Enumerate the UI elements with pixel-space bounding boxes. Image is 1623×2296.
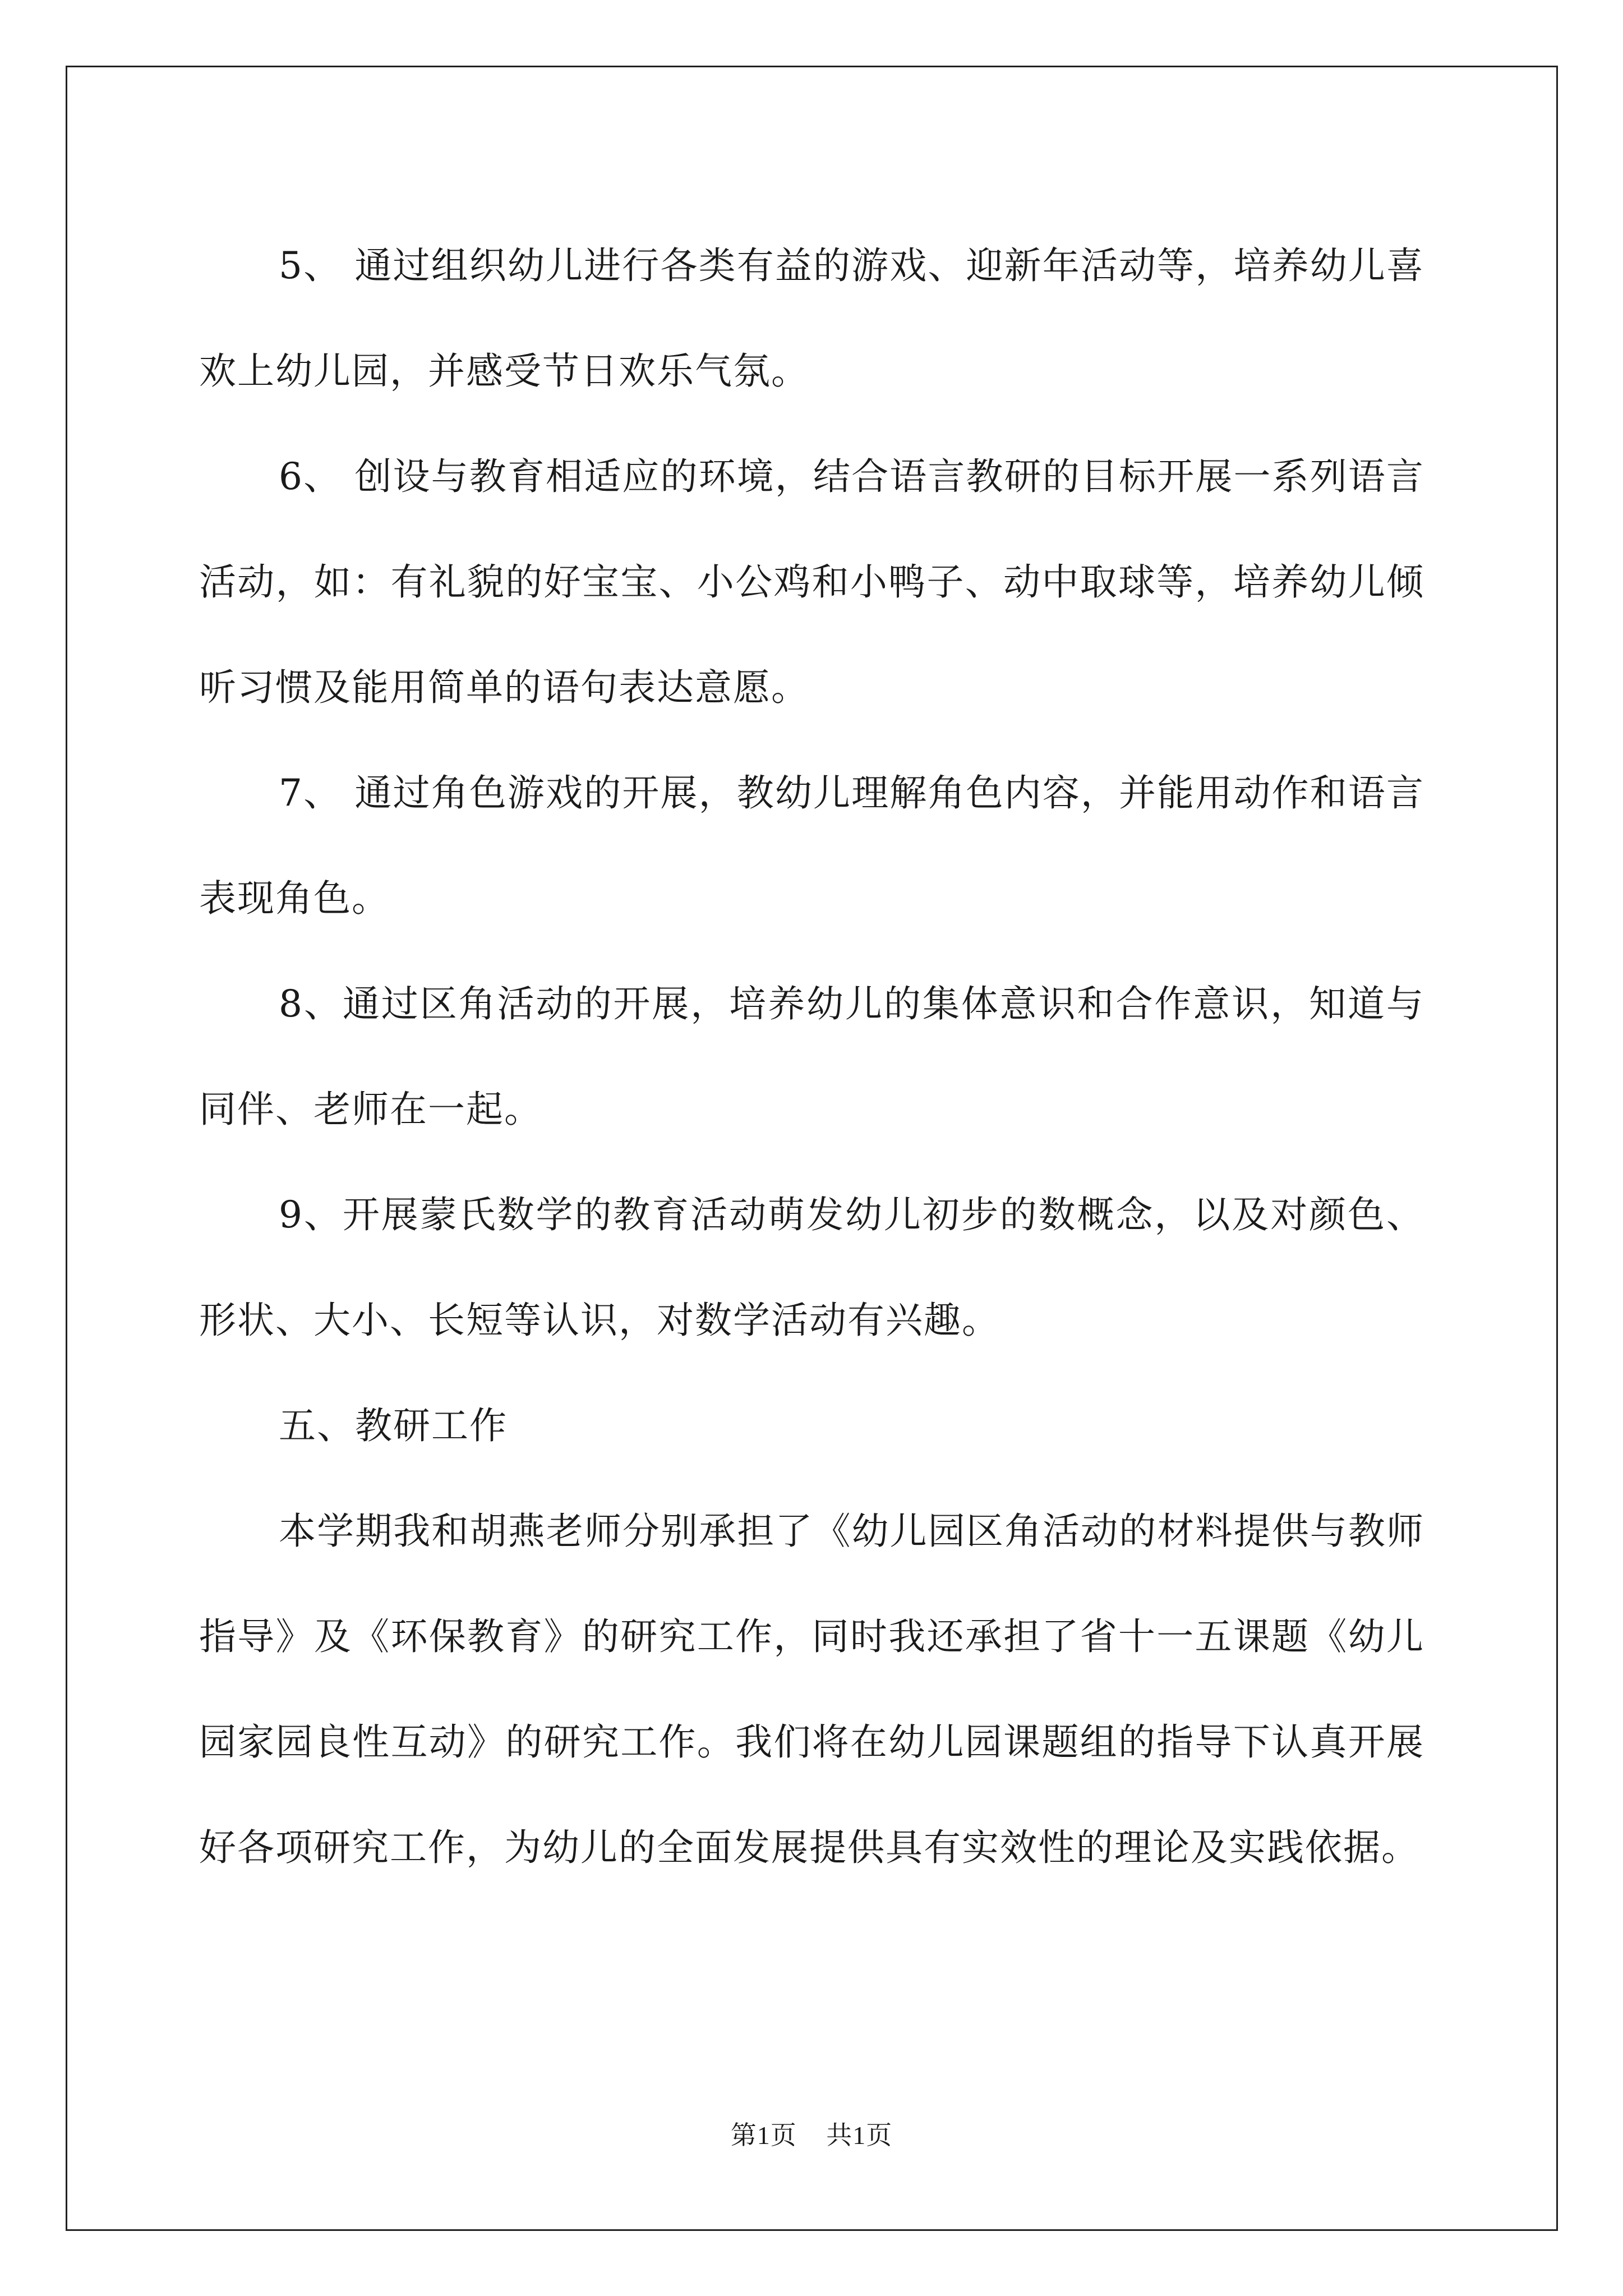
paragraph-item-7: 7、 通过角色游戏的开展，教幼儿理解角色内容，并能用动作和语言表现角色。 — [199, 771, 1424, 920]
page-footer — [0, 2115, 1623, 2152]
section-paragraph: 本学期我和胡燕老师分别承担了《幼儿园区角活动的材料提供与教师指导》及《环保教育》的研究工作，同时我还承担了省十一五课题《幼儿园家园良性互动》的研究工作。我们将在幼儿园课题组的指导下认真开展好各项研究工作，为幼儿的全面发展提供具有实效性的理论及实践依据。 — [199, 1510, 1424, 1869]
page-total: 共1页 — [826, 2121, 893, 2150]
paragraph-item-8: 8、通过区角活动的开展，培养幼儿的集体意识和合作意识，知道与同伴、老师在一起。 — [199, 982, 1424, 1131]
document-body — [199, 213, 1424, 1901]
page-number: 第1页 — [730, 2121, 797, 2150]
paragraph-item-5: 5、 通过组织幼儿进行各类有益的游戏、迎新年活动等，培养幼儿喜欢上幼儿园，并感受节日欢乐气氛。 — [199, 244, 1424, 393]
paragraph-item-9: 9、开展蒙氏数学的教育活动萌发幼儿初步的数概念，以及对颜色、形状、大小、长短等认识，对数学活动有兴趣。 — [199, 1193, 1424, 1342]
section-heading: 五、教研工作 — [279, 1404, 508, 1447]
paragraph-item-6: 6、 创设与教育相适应的环境，结合语言教研的目标开展一系列语言活动，如：有礼貌的好宝宝、小公鸡和小鸭子、动中取球等，培养幼儿倾听习惯及能用简单的语句表达意愿。 — [199, 455, 1424, 709]
